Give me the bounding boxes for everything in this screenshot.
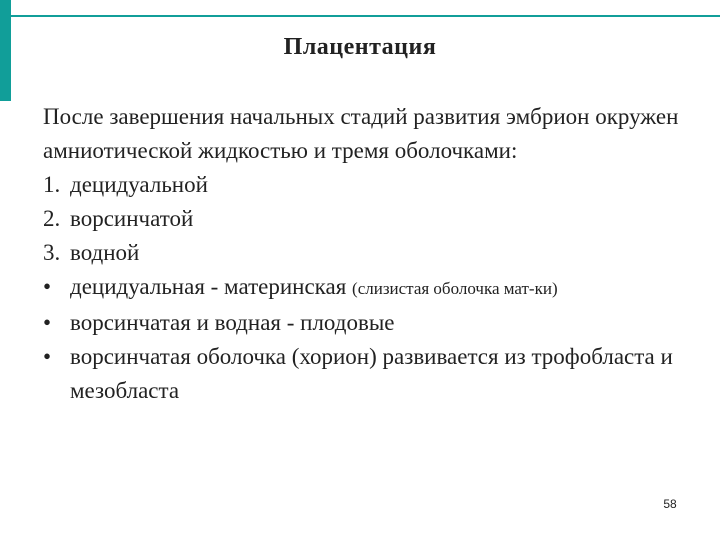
list-item [43, 306, 703, 340]
list-item-text: ворсинчатой [70, 206, 194, 231]
list-marker: 3. [43, 240, 61, 265]
slide-title: Плацентация [283, 34, 437, 60]
bullet-marker: • [43, 344, 52, 369]
list-item-text: децидуальной [70, 172, 208, 197]
list-item-text [70, 270, 703, 306]
list-item [43, 236, 703, 270]
bullet-note: (слизистая оболочка мат-ки) [352, 279, 558, 298]
slide-body [43, 100, 703, 408]
bullet-marker: • [43, 274, 52, 299]
list-item [43, 202, 703, 236]
bullet-text: ворсинчатая и водная - плодовые [70, 310, 395, 335]
numbered-list [43, 168, 703, 270]
list-item [43, 168, 703, 202]
bullet-text: децидуальная - материнская [70, 274, 353, 299]
list-item [43, 270, 703, 306]
bullet-marker: • [43, 310, 52, 335]
list-marker: 2. [43, 206, 61, 231]
list-item [43, 340, 703, 408]
list-item-text: водной [70, 240, 140, 265]
bullet-text: ворсинчатая оболочка (хорион) развивается из трофобласта и мезобласта [70, 344, 673, 403]
top-rule [11, 15, 720, 17]
list-marker: 1. [43, 172, 61, 197]
intro-paragraph: После завершения начальных стадий развития эмбрион окружен амниотической жидкостью и тремя оболочками: [43, 104, 679, 163]
bullet-list [43, 270, 703, 408]
page-number: 58 [663, 497, 677, 511]
